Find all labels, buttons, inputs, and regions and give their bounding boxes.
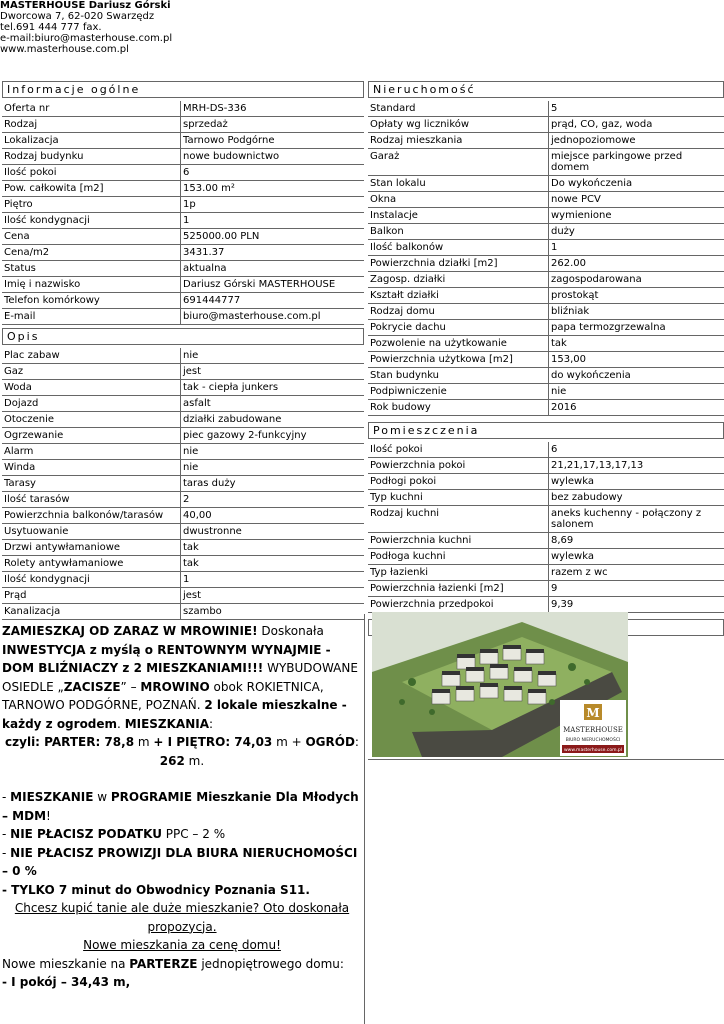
table-row — [368, 368, 724, 384]
field-label: Rodzaj kuchni — [368, 506, 548, 533]
field-value: duży — [548, 224, 724, 240]
field-value: 153,00 — [548, 352, 724, 368]
left-column — [2, 79, 364, 620]
field-label: Rodzaj domu — [368, 304, 548, 320]
field-value: tak - ciepła junkers — [180, 380, 364, 396]
table-row — [368, 240, 724, 256]
field-label: Gaz — [2, 364, 180, 380]
logo-subtitle: BIURO NIERUCHOMOŚCI — [565, 738, 621, 743]
field-label: Plac zabaw — [2, 348, 180, 364]
field-label: Powierzchnia działki [m2] — [368, 256, 548, 272]
field-label: Woda — [2, 380, 180, 396]
table-row — [2, 293, 364, 309]
table-row — [2, 572, 364, 588]
table-row — [2, 149, 364, 165]
field-label: Okna — [368, 192, 548, 208]
field-value: aktualna — [180, 261, 364, 277]
field-value: 1 — [548, 240, 724, 256]
table-row — [2, 245, 364, 261]
table-row — [368, 133, 724, 149]
company-phone: tel.691 444 777 fax. — [0, 22, 102, 33]
property-photo[interactable] — [372, 612, 628, 757]
field-value: 3431.37 — [180, 245, 364, 261]
field-value: 1 — [180, 572, 364, 588]
field-label: Instalacje — [368, 208, 548, 224]
field-value: 1p — [180, 197, 364, 213]
table-row — [2, 181, 364, 197]
field-label: Rolety antywłamaniowe — [2, 556, 180, 572]
table-row — [368, 400, 724, 416]
field-label: Prąd — [2, 588, 180, 604]
table-row — [2, 604, 364, 620]
field-value: miejsce parkingowe przed domem — [548, 149, 724, 176]
table-row — [368, 149, 724, 176]
table-row — [2, 444, 364, 460]
field-label: Otoczenie — [2, 412, 180, 428]
table-row — [368, 288, 724, 304]
field-label: Ilość balkonów — [368, 240, 548, 256]
table-row — [368, 208, 724, 224]
table-row — [2, 540, 364, 556]
field-label: Kształt działki — [368, 288, 548, 304]
field-value: 2 — [180, 492, 364, 508]
column-divider — [364, 614, 365, 1024]
field-value: 1 — [180, 213, 364, 229]
table-row — [2, 524, 364, 540]
field-label: Powierzchnia przedpokoi — [368, 597, 548, 613]
field-label: Telefon komórkowy — [2, 293, 180, 309]
table-row — [368, 272, 724, 288]
field-value: 525000.00 PLN — [180, 229, 364, 245]
field-value: nowe budownictwo — [180, 149, 364, 165]
field-value: nie — [180, 348, 364, 364]
field-label: Usytuowanie — [2, 524, 180, 540]
field-value: zagospodarowana — [548, 272, 724, 288]
field-label: Ilość pokoi — [2, 165, 180, 181]
table-row — [2, 508, 364, 524]
field-label: Pow. całkowita [m2] — [2, 181, 180, 197]
field-label: Ilość kondygnacji — [2, 213, 180, 229]
field-label: Rodzaj — [2, 117, 180, 133]
field-label: Drzwi antywłamaniowe — [2, 540, 180, 556]
field-label: Rodzaj mieszkania — [368, 133, 548, 149]
bullet-location: - TYLKO 7 minut do Obwodnicy Poznania S11. — [2, 882, 310, 897]
ground-floor-intro: Nowe mieszkanie na PARTERZE jednopiętrowego domu: — [2, 956, 344, 971]
field-label: Ilość pokoi — [368, 442, 548, 458]
field-value: działki zabudowane — [180, 412, 364, 428]
company-name: MASTERHOUSE Dariusz Górski — [0, 0, 171, 11]
logo-brand: MASTERHOUSE — [563, 726, 623, 734]
table-row — [368, 490, 724, 506]
table-row — [2, 165, 364, 181]
field-value: 8,69 — [548, 533, 724, 549]
field-value: 6 — [180, 165, 364, 181]
field-label: Rodzaj budynku — [2, 149, 180, 165]
table-row — [368, 384, 724, 400]
section-title-general: Informacje ogólne — [2, 81, 364, 98]
field-label: E-mail — [2, 309, 180, 325]
table-row — [368, 565, 724, 581]
table-row — [368, 176, 724, 192]
table-row — [2, 229, 364, 245]
field-value: prąd, CO, gaz, woda — [548, 117, 724, 133]
table-row — [2, 588, 364, 604]
field-label: Oferta nr — [2, 101, 180, 117]
table-row — [2, 428, 364, 444]
logo-url: www.masterhouse.com.pl — [564, 748, 622, 753]
field-label: Alarm — [2, 444, 180, 460]
housing-estate-render — [372, 612, 628, 757]
table-row — [368, 117, 724, 133]
field-label: Tarasy — [2, 476, 180, 492]
field-value: Do wykończenia — [548, 176, 724, 192]
field-label: Ilość kondygnacji — [2, 572, 180, 588]
field-value: biuro@masterhouse.com.pl — [180, 309, 364, 325]
table-row — [2, 277, 364, 293]
field-value: do wykończenia — [548, 368, 724, 384]
field-value: nowe PCV — [548, 192, 724, 208]
field-label: Cena/m2 — [2, 245, 180, 261]
field-value: wylewka — [548, 474, 724, 490]
field-value: aneks kuchenny - połączony z salonem — [548, 506, 724, 533]
section-title-property: Nieruchomość — [368, 81, 724, 98]
field-value: Tarnowo Podgórne — [180, 133, 364, 149]
table-row — [368, 320, 724, 336]
field-label: Zagosp. działki — [368, 272, 548, 288]
field-label: Pokrycie dachu — [368, 320, 548, 336]
field-label: Piętro — [2, 197, 180, 213]
table-row — [368, 442, 724, 458]
field-label: Cena — [2, 229, 180, 245]
field-label: Podłoga kuchni — [368, 549, 548, 565]
field-label: Powierzchnia użytkowa [m2] — [368, 352, 548, 368]
field-value: szambo — [180, 604, 364, 620]
field-value: 21,21,17,13,17,13 — [548, 458, 724, 474]
field-value: prostokąt — [548, 288, 724, 304]
company-email: e-mail:biuro@masterhouse.com.pl — [0, 33, 173, 44]
field-label: Garaż — [368, 149, 548, 176]
table-row — [2, 380, 364, 396]
field-label: Status — [2, 261, 180, 277]
field-value: nie — [548, 384, 724, 400]
table-row — [368, 352, 724, 368]
table-row — [2, 412, 364, 428]
field-label: Rok budowy — [368, 400, 548, 416]
field-value: asfalt — [180, 396, 364, 412]
field-value: taras duży — [180, 476, 364, 492]
field-value: dwustronne — [180, 524, 364, 540]
bullet-tax: - NIE PŁACISZ PODATKU PPC – 2 % — [2, 827, 226, 841]
field-label: Powierzchnia kuchni — [368, 533, 548, 549]
offer-description — [2, 622, 362, 992]
table-row — [368, 597, 724, 613]
table-row — [2, 117, 364, 133]
room-1-area: - I pokój – 34,43 m, — [2, 975, 131, 989]
table-row — [368, 304, 724, 320]
field-value: 153.00 m² — [180, 181, 364, 197]
table-row — [2, 460, 364, 476]
table-row — [368, 224, 724, 240]
photo-divider — [368, 759, 724, 760]
field-value: nie — [180, 444, 364, 460]
field-label: Ilość tarasów — [2, 492, 180, 508]
table-row — [2, 197, 364, 213]
bullet-commission: - NIE PŁACISZ PROWIZJI DLA BIURA NIERUCHOMOŚCI – 0 % — [2, 845, 358, 878]
right-column — [368, 79, 724, 639]
field-value: piec gazowy 2-funkcyjny — [180, 428, 364, 444]
rooms-table — [368, 442, 724, 613]
general-info-table — [2, 101, 364, 325]
field-label: Podłogi pokoi — [368, 474, 548, 490]
field-label: Ogrzewanie — [2, 428, 180, 444]
field-label: Podpiwniczenie — [368, 384, 548, 400]
description-areas: czyli: PARTER: 78,8 m + I PIĘTRO: 74,03 m + OGRÓD: 262 m. — [5, 735, 359, 768]
table-row — [2, 133, 364, 149]
field-value: sprzedaż — [180, 117, 364, 133]
field-value: nie — [180, 460, 364, 476]
field-value: MRH-DS-336 — [180, 101, 364, 117]
field-value: papa termozgrzewalna — [548, 320, 724, 336]
field-value: tak — [548, 336, 724, 352]
field-value: wymienione — [548, 208, 724, 224]
field-value: jednopoziomowe — [548, 133, 724, 149]
field-value: 2016 — [548, 400, 724, 416]
field-label: Typ łazienki — [368, 565, 548, 581]
table-row — [2, 261, 364, 277]
table-row — [2, 101, 364, 117]
field-value: bez zabudowy — [548, 490, 724, 506]
description-intro: ZAMIESZKAJ OD ZARAZ W MROWINIE! Doskonała INWESTYCJA z myślą o RENTOWNYM WYNAJMIE - DOM BLIŹNIACZY z 2 MIESZKANIAMI!!! WYBUDOWANE OSIEDLE „ZACISZE” – MROWINO obok ROKIETNICA, TARNOWO PODGÓRNE, POZNAŃ. 2 lokale mieszkalne - każdy z ogrodem. MIESZKANIA: — [2, 624, 358, 731]
field-value: tak — [180, 540, 364, 556]
field-label: Imię i nazwisko — [2, 277, 180, 293]
table-row — [368, 256, 724, 272]
field-value: 9 — [548, 581, 724, 597]
table-row — [368, 336, 724, 352]
table-row — [368, 506, 724, 533]
field-label: Typ kuchni — [368, 490, 548, 506]
field-value: tak — [180, 556, 364, 572]
table-row — [368, 101, 724, 117]
table-row — [368, 581, 724, 597]
table-row — [2, 364, 364, 380]
bullet-mdm: - MIESZKANIE w PROGRAMIE Mieszkanie Dla Młodych – MDM! — [2, 790, 359, 823]
field-value: 691444777 — [180, 293, 364, 309]
table-row — [2, 556, 364, 572]
table-row — [368, 533, 724, 549]
field-label: Balkon — [368, 224, 548, 240]
table-row — [2, 213, 364, 229]
table-row — [368, 458, 724, 474]
company-website: www.masterhouse.com.pl — [0, 44, 129, 55]
section-title-opis: Opis — [2, 328, 364, 345]
section-title-rooms: Pomieszczenia — [368, 422, 724, 439]
table-row — [2, 476, 364, 492]
table-row — [2, 348, 364, 364]
table-row — [2, 309, 364, 325]
field-label: Pozwolenie na użytkowanie — [368, 336, 548, 352]
field-value: wylewka — [548, 549, 724, 565]
field-value: 262.00 — [548, 256, 724, 272]
promo-link-cheap[interactable]: Chcesz kupić tanie ale duże mieszkanie? Oto doskonała propozycja. — [14, 901, 350, 934]
field-label: Stan lokalu — [368, 176, 548, 192]
company-address: Dworcowa 7, 62-020 Swarzędz — [0, 11, 155, 22]
table-row — [2, 396, 364, 412]
svg-text:M: M — [586, 706, 600, 720]
table-row — [368, 474, 724, 490]
agency-header — [0, 0, 172, 55]
field-label: Powierzchnia pokoi — [368, 458, 548, 474]
field-value: 40,00 — [180, 508, 364, 524]
field-value: 5 — [548, 101, 724, 117]
field-value: razem z wc — [548, 565, 724, 581]
table-row — [368, 549, 724, 565]
field-value: jest — [180, 364, 364, 380]
opis-table — [2, 348, 364, 620]
field-value: 6 — [548, 442, 724, 458]
field-value: bliźniak — [548, 304, 724, 320]
promo-link-new[interactable]: Nowe mieszkania za cenę domu! — [83, 938, 281, 952]
field-label: Stan budynku — [368, 368, 548, 384]
field-label: Powierzchnia łazienki [m2] — [368, 581, 548, 597]
field-label: Kanalizacja — [2, 604, 180, 620]
field-label: Powierzchnia balkonów/tarasów — [2, 508, 180, 524]
field-label: Lokalizacja — [2, 133, 180, 149]
table-row — [368, 192, 724, 208]
table-row — [2, 492, 364, 508]
field-label: Dojazd — [2, 396, 180, 412]
field-label: Standard — [368, 101, 548, 117]
field-value: Dariusz Górski MASTERHOUSE — [180, 277, 364, 293]
property-table — [368, 101, 724, 416]
field-label: Winda — [2, 460, 180, 476]
field-label: Opłaty wg liczników — [368, 117, 548, 133]
field-value: 9,39 — [548, 597, 724, 613]
field-value: jest — [180, 588, 364, 604]
